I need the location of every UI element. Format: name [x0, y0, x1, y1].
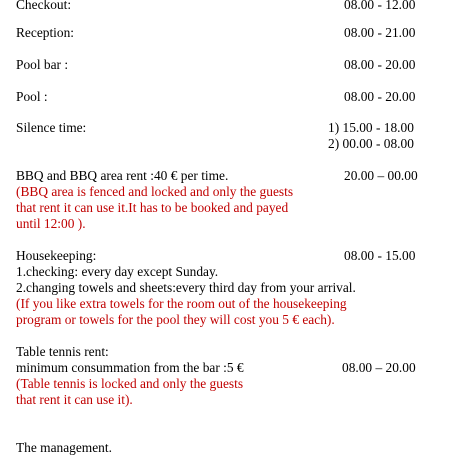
table-tennis-label: Table tennis rent:	[16, 344, 109, 359]
table-tennis-note-line: (Table tennis is locked and only the guests	[16, 376, 244, 391]
pool-label: Pool :	[16, 89, 48, 104]
bbq-label: BBQ and BBQ area rent :40 € per time.	[16, 168, 229, 183]
signature: The management.	[16, 440, 112, 455]
silence-time-2: 2) 00.00 - 08.00	[328, 136, 414, 151]
checkout-time: 08.00 - 12.00	[344, 0, 416, 12]
bbq-time: 20.00 – 00.00	[344, 168, 418, 183]
housekeeping-note-line: (If you like extra towels for the room out of the housekeeping	[16, 296, 347, 311]
silence-label: Silence time:	[16, 120, 87, 135]
pool-bar-label: Pool bar :	[16, 57, 69, 72]
housekeeping-item: 2.changing towels and sheets:every third day from your arrival.	[16, 280, 356, 295]
reception-label: Reception:	[16, 25, 75, 40]
table-tennis-time: 08.00 – 20.00	[342, 360, 416, 375]
bbq-note-line: (BBQ area is fenced and locked and only the guests	[16, 184, 294, 199]
bbq-note-line: until 12:00 ).	[16, 216, 86, 231]
housekeeping-item: 1.checking: every day except Sunday.	[16, 264, 219, 279]
silence-time-1: 1) 15.00 - 18.00	[328, 120, 414, 135]
pool-time: 08.00 - 20.00	[344, 89, 416, 104]
housekeeping-label: Housekeeping:	[16, 248, 97, 263]
bbq-note-line: that rent it can use it.It has to be booked and payed	[16, 200, 289, 215]
checkout-label: Checkout:	[16, 0, 72, 12]
pool-bar-time: 08.00 - 20.00	[344, 57, 416, 72]
reception-time: 08.00 - 21.00	[344, 25, 416, 40]
housekeeping-note-line: program or towels for the pool they will cost you 5 € each).	[16, 312, 335, 327]
table-tennis-consummation: minimum consummation from the bar :5 €	[16, 360, 244, 375]
housekeeping-time: 08.00 - 15.00	[344, 248, 416, 263]
table-tennis-note-line: that rent it can use it).	[16, 392, 133, 407]
